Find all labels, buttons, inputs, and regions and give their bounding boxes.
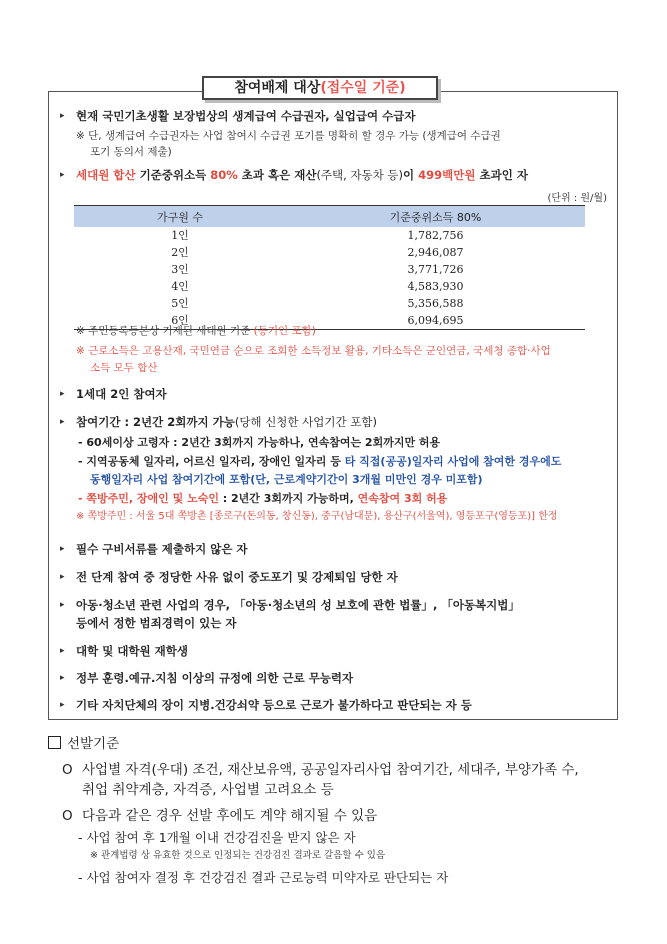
item-dropout: 전 단계 참여 중 정당한 사유 없이 중도포기 및 강제퇴임 당한 자	[76, 570, 398, 584]
item-household-two: 1세대 2인 참여자	[76, 387, 167, 401]
bullet-icon: ▸	[60, 673, 65, 683]
sub-vulnerable: - 쪽방주민, 장애인 및 노숙인 : 2년간 3회까지 가능하며, 연속참여 3회 허용	[78, 492, 448, 505]
selection-circle-2: O	[62, 808, 73, 824]
sub-jjokbang-note: ※ 쪽방주민 : 서울 5대 쪽방촌 [종로구(돈의동, 창신동), 중구(남대문), 용산구(서울역), 영등포구(영등포)] 한정	[76, 511, 558, 522]
table-row: 4인 4,583,930	[171, 280, 464, 293]
sub-elderly: - 60세이상 고령자 : 2년간 3회까지 가능하나, 연속참여는 2회까지만 허용	[78, 436, 441, 449]
termination-health-note: ※ 관계법령 상 유효한 것으로 인정되는 건강검진 결과로 갈음할 수 있음	[90, 850, 386, 861]
income-table	[74, 205, 585, 330]
note-income-sources-1: ※ 근로소득은 고용산재, 국민연금 순으로 조회한 소득정보 활용, 기타소득은 군인연금, 국세청 종합·사업	[76, 345, 551, 357]
table-row: 2인 2,946,087	[171, 246, 464, 259]
bullet-icon: ▸	[60, 417, 65, 427]
bullet-icon: ▸	[60, 170, 65, 180]
note-livelihood-2: 포기 동의서 제출)	[90, 146, 172, 158]
item-child-youth-2: 등에서 정한 범죄경력이 있는 자	[76, 616, 237, 630]
termination-health-check: - 사업 참여 후 1개월 이내 건강검진을 받지 않은 자	[78, 830, 356, 845]
table-header: 기준중위소득 80%	[286, 206, 585, 228]
bullet-icon: ▸	[60, 600, 65, 610]
checkbox-icon	[48, 736, 61, 749]
table-row: 1인 1,782,756	[171, 229, 464, 242]
table-row: 3인 3,771,726	[171, 263, 464, 276]
bullet-icon: ▸	[60, 111, 65, 121]
table-header: 가구원 수	[74, 206, 286, 228]
sub-community-jobs: - 지역공동체 일자리, 어르신 일자리, 장애인 일자리 등 타 직접(공공)일자리 사업에 참여한 경우에도	[78, 455, 562, 468]
item-income-criterion: 세대원 합산 기준중위소득 80% 초과 혹은 재산(주택, 자동차 등)이 499백만원 초과인 자	[76, 168, 528, 182]
bullet-icon: ▸	[60, 544, 65, 554]
selection-heading: 선발기준	[48, 734, 119, 754]
sub-community-jobs-2: 동행일자리 사업 참여기간에 포함(단, 근로계약기간이 3개월 미만인 경우 미포함)	[90, 473, 483, 486]
table-row: 5인 5,356,588	[171, 297, 464, 310]
bullet-icon: ▸	[60, 646, 65, 656]
note-household: ※ 주민등록등본상 기재된 세대원 기준 (동거인 포함)	[76, 325, 316, 337]
note-income-sources-2: 소득 모두 합산	[90, 362, 158, 374]
item-basic-livelihood: 현재 국민기초생활 보장법상의 생계급여 수급권자, 실업급여 수급자	[76, 109, 416, 123]
note-livelihood-1: ※ 단, 생계급여 수급권자는 사업 참여시 수급권 포기를 명확히 할 경우 가능 (생계급여 수급권	[76, 130, 501, 142]
exclusion-title: 참여배제 대상(접수일 기준)	[202, 76, 438, 100]
item-illness: 기타 자치단체의 장이 지병.건강쇠약 등으로 근로가 불가하다고 판단되는 자 등	[76, 698, 472, 712]
selection-criteria-2: 취업 취약계층, 자격증, 사업별 고려요소 등	[82, 782, 334, 798]
bullet-icon: ▸	[60, 389, 65, 399]
termination-incapable: - 사업 참여자 결정 후 건강검진 결과 근로능력 미약자로 판단되는 자	[78, 870, 449, 885]
selection-circle-1: O	[62, 762, 73, 778]
item-students: 대학 및 대학원 재학생	[76, 644, 188, 658]
item-incapacity: 정부 훈령.예규.지침 이상의 규정에 의한 근로 무능력자	[76, 671, 354, 685]
selection-criteria-1: 사업별 자격(우대) 조건, 재산보유액, 공공일자리사업 참여기간, 세대주, 부양가족 수,	[82, 762, 579, 778]
bullet-icon: ▸	[60, 572, 65, 582]
item-participation-period: 참여기간 : 2년간 2회까지 가능(당해 신청한 사업기간 포함)	[76, 415, 377, 429]
item-documents: 필수 구비서류를 제출하지 않은 자	[76, 542, 248, 556]
selection-termination: 다음과 같은 경우 선발 후에도 계약 해지될 수 있음	[82, 808, 378, 824]
table-row: 6인 6,094,695	[74, 312, 585, 330]
bullet-icon: ▸	[60, 700, 65, 710]
unit-label: (단위 : 원/월)	[547, 193, 607, 204]
item-child-youth-1: 아동·청소년 관련 사업의 경우, 「아동·청소년의 성 보호에 관한 법률」, 「아동복지법」	[76, 598, 520, 612]
